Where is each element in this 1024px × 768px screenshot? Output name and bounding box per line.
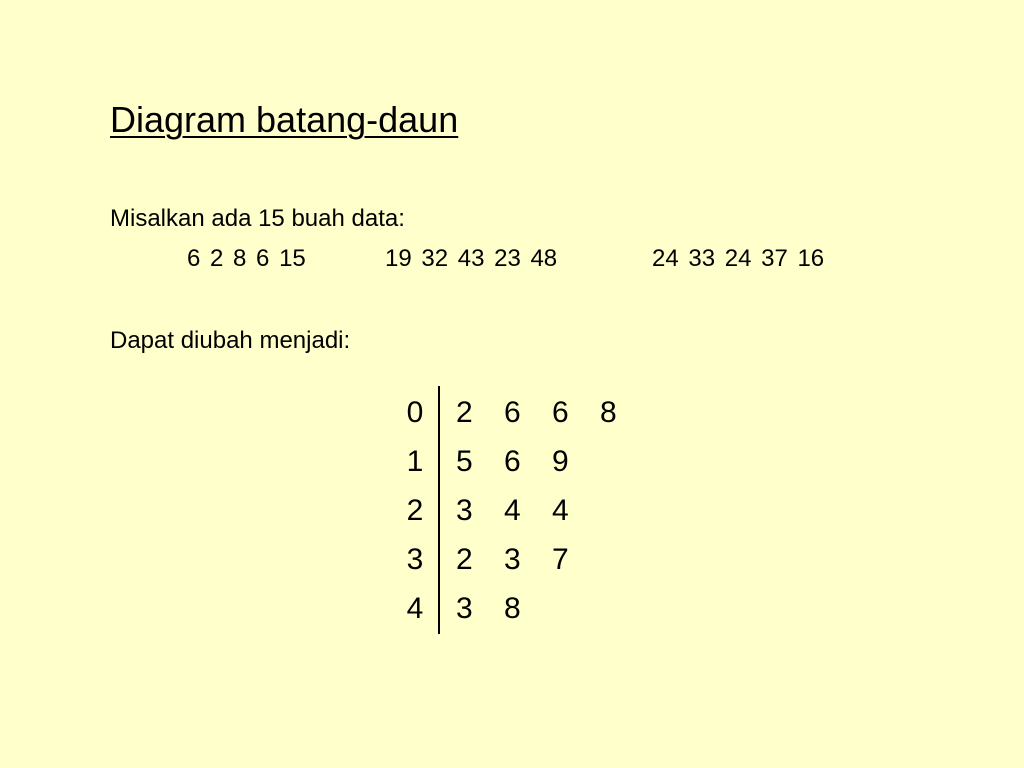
conclusion-text: Dapat diubah menjadi:: [110, 327, 351, 354]
leaf-group: [456, 584, 552, 633]
slide-title: Diagram batang-daun: [110, 99, 459, 140]
leaf-value: 8: [600, 396, 617, 429]
stem-value: 1: [406, 445, 424, 478]
stem-leaf-row: [400, 486, 680, 535]
leaf-value: 6: [504, 445, 521, 478]
leaf-group: [456, 437, 600, 486]
leaf-group: [456, 535, 600, 584]
leaf-value: 4: [504, 494, 521, 527]
leaf-group: [456, 486, 600, 535]
intro-text: Misalkan ada 15 buah data:: [110, 205, 405, 232]
leaf-value: 3: [456, 592, 473, 625]
stem-value: 4: [406, 592, 424, 625]
leaf-value: 6: [552, 396, 569, 429]
stem-leaf-diagram: [400, 388, 680, 633]
stem-leaf-row: [400, 437, 680, 486]
leaf-value: 9: [552, 445, 569, 478]
stem-leaf-row: [400, 388, 680, 437]
leaf-value: 5: [456, 445, 473, 478]
data-group-1: 6 2 8 6 15: [187, 245, 306, 272]
leaf-value: 6: [504, 396, 521, 429]
leaf-value: 2: [456, 543, 473, 576]
leaf-value: 3: [456, 494, 473, 527]
leaf-value: 3: [504, 543, 521, 576]
stem-leaf-row: [400, 584, 680, 633]
leaf-value: 4: [552, 494, 569, 527]
stem-value: 2: [406, 494, 424, 527]
leaf-value: 7: [552, 543, 569, 576]
stem-leaf-row: [400, 535, 680, 584]
leaf-group: [456, 388, 648, 437]
stem-value: 0: [406, 396, 424, 429]
leaf-value: 2: [456, 396, 473, 429]
data-group-2: 19 32 43 23 48: [385, 245, 558, 272]
leaf-value: 8: [504, 592, 521, 625]
stem-value: 3: [406, 543, 424, 576]
data-group-3: 24 33 24 37 16: [652, 245, 825, 272]
